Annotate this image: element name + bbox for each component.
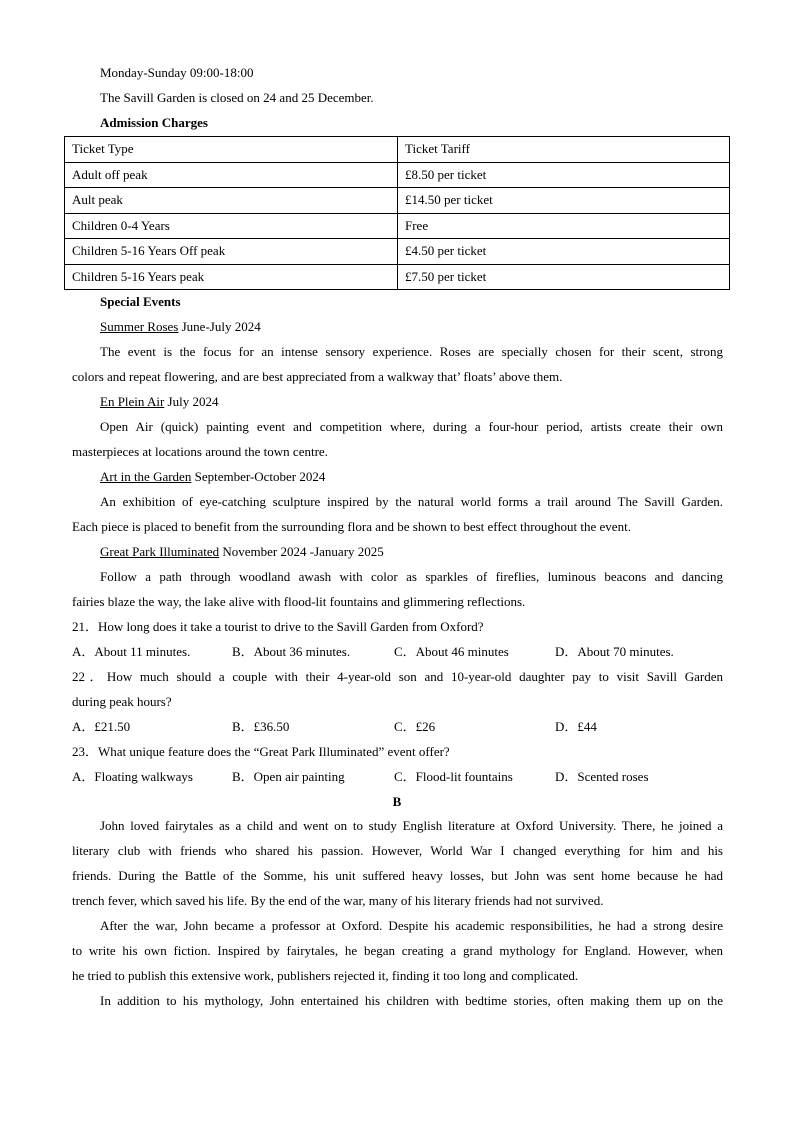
table-row bbox=[65, 213, 730, 239]
passage-line: he tried to publish this extensive work, publishers rejected it, finding it too long and complicated. bbox=[72, 968, 579, 983]
opening-hours: Monday-Sunday 09:00-18:00 bbox=[100, 65, 254, 80]
ticket-tariff-cell: £4.50 per ticket bbox=[398, 239, 730, 265]
table-row bbox=[65, 239, 730, 265]
special-events-heading: Special Events bbox=[100, 294, 181, 309]
event-description-line: masterpieces at locations around the town centre. bbox=[72, 444, 328, 459]
answer-option: C．£26 bbox=[394, 719, 436, 734]
ticket-type-cell: Children 0-4 Years bbox=[65, 213, 398, 239]
question-stem: 22．How much should a couple with their 4-year-old son and 10-year-old daughter pay to visit Savill Garden bbox=[72, 669, 723, 684]
question-stem: 21．How long does it take a tourist to drive to the Savill Garden from Oxford? bbox=[72, 619, 484, 634]
ticket-tariff-cell: £7.50 per ticket bbox=[398, 264, 730, 290]
event-description-line: Each piece is placed to benefit from the surrounding flora and be shown to best effect throughout the event. bbox=[72, 519, 631, 534]
question-stem-continued: during peak hours? bbox=[72, 694, 172, 709]
table-row bbox=[65, 188, 730, 214]
table-header-cell: Ticket Type bbox=[65, 137, 398, 163]
ticket-tariff-cell: £8.50 per ticket bbox=[398, 162, 730, 188]
table-header-row bbox=[65, 137, 730, 163]
event-description-line: Follow a path through woodland awash with color as sparkles of fireflies, luminous beacons and dancing bbox=[100, 569, 723, 584]
event-title bbox=[100, 394, 218, 410]
ticket-tariff-cell: £14.50 per ticket bbox=[398, 188, 730, 214]
event-title bbox=[100, 544, 384, 560]
ticket-type-cell: Ault peak bbox=[65, 188, 398, 214]
passage-line: In addition to his mythology, John entertained his children with bedtime stories, often making them up on the bbox=[100, 993, 723, 1008]
passage-line: to write his own fiction. Inspired by fairytales, he began creating a grand mythology for England. However, when bbox=[72, 943, 723, 958]
ticket-type-cell: Adult off peak bbox=[65, 162, 398, 188]
table-header-cell: Ticket Tariff bbox=[398, 137, 730, 163]
passage-line: literary club with friends who shared his passion. However, World War I changed everything for him and his bbox=[72, 843, 723, 858]
passage-line: After the war, John became a professor at Oxford. Despite his academic responsibilities, he had a strong desire bbox=[100, 918, 723, 933]
table-row bbox=[65, 162, 730, 188]
passage-line: trench fever, which saved his life. By the end of the war, many of his literary friends had not survived. bbox=[72, 893, 604, 908]
ticket-type-cell: Children 5-16 Years Off peak bbox=[65, 239, 398, 265]
event-description-line: The event is the focus for an intense sensory experience. Roses are specially chosen for their scent, strong bbox=[100, 344, 723, 359]
event-date: July 2024 bbox=[164, 394, 219, 409]
answer-option: C．Flood-lit fountains bbox=[394, 769, 513, 784]
question-stem: 23．What unique feature does the “Great Park Illuminated” event offer? bbox=[72, 744, 450, 759]
answer-option: C．About 46 minutes bbox=[394, 644, 509, 659]
section-b-heading: B bbox=[392, 794, 402, 809]
answer-option: B．Open air painting bbox=[232, 769, 345, 784]
answer-option: B．£36.50 bbox=[232, 719, 290, 734]
answer-option: D．About 70 minutes. bbox=[555, 644, 674, 659]
event-name: Art in the Garden bbox=[100, 469, 192, 484]
answer-option: D．£44 bbox=[555, 719, 597, 734]
event-name: Summer Roses bbox=[100, 319, 179, 334]
table-row bbox=[65, 264, 730, 290]
event-description-line: An exhibition of eye-catching sculpture inspired by the natural world forms a trail around The Savill Garden. bbox=[100, 494, 723, 509]
answer-option: A．£21.50 bbox=[72, 719, 131, 734]
event-title bbox=[100, 469, 325, 485]
ticket-tariff-cell: Free bbox=[398, 213, 730, 239]
passage-line: John loved fairytales as a child and went on to study English literature at Oxford University. There, he joined a bbox=[100, 818, 723, 833]
event-date: June-July 2024 bbox=[178, 319, 261, 334]
admission-table bbox=[64, 136, 730, 290]
event-description-line: Open Air (quick) painting event and competition where, during a four-hour period, artists create their own bbox=[100, 419, 723, 434]
event-date: September-October 2024 bbox=[191, 469, 326, 484]
ticket-type-cell: Children 5-16 Years peak bbox=[65, 264, 398, 290]
answer-option: A．About 11 minutes. bbox=[72, 644, 191, 659]
event-name: En Plein Air bbox=[100, 394, 165, 409]
closure-note: The Savill Garden is closed on 24 and 25 December. bbox=[100, 90, 374, 105]
answer-option: A．Floating walkways bbox=[72, 769, 193, 784]
answer-option: B．About 36 minutes. bbox=[232, 644, 351, 659]
event-description-line: fairies blaze the way, the lake alive with flood-lit fountains and glimmering reflections. bbox=[72, 594, 526, 609]
answer-option: D．Scented roses bbox=[555, 769, 649, 784]
passage-line: friends. During the Battle of the Somme, his unit suffered heavy losses, but John was sent home because he had bbox=[72, 868, 723, 883]
event-name: Great Park Illuminated bbox=[100, 544, 220, 559]
event-date: November 2024 -January 2025 bbox=[219, 544, 384, 559]
admission-heading: Admission Charges bbox=[100, 115, 208, 130]
event-description-line: colors and repeat flowering, and are best appreciated from a walkway that’ floats’ above them. bbox=[72, 369, 563, 384]
event-title bbox=[100, 319, 261, 335]
